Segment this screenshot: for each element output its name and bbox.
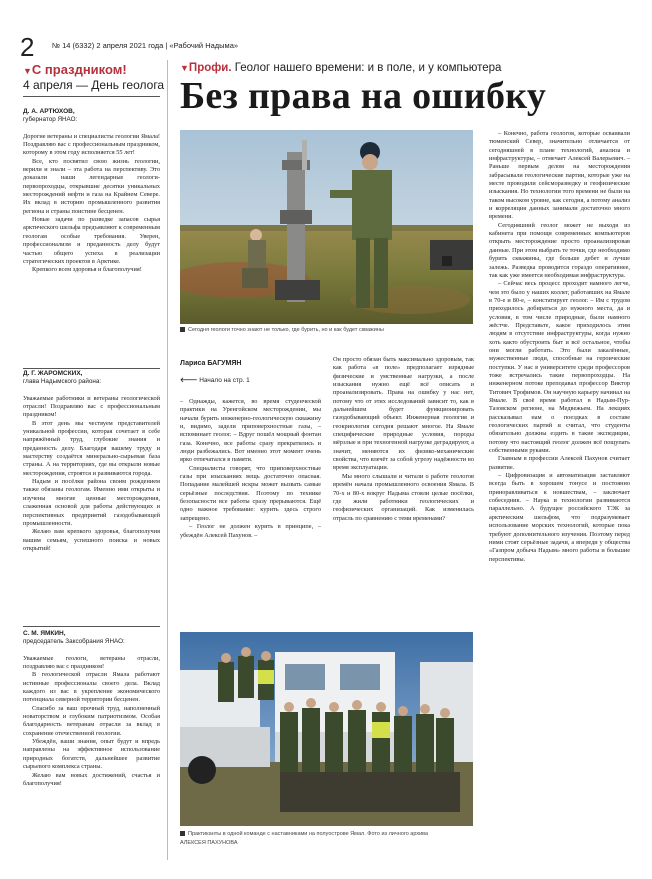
article-paragraph: Сегодняшний геолог может не выходя из кабинета при помощи современных компьютеров открыть месторождение просто проанализировав данные. При этом выбрать те точки, где необходимо бурить скважины, где больше дебет и лучше залежь. Разведка проводится гораздо оперативнее, так как уже имеется необходимая инфраструктура. [489,221,630,279]
caption-square-icon [180,327,185,332]
article-paragraph: – Цифровизация и автоматизация заставляют всегда быть в хорошем тонусе и постоянно приноравливаться к новшествам, – заключает собеседник. – Наука и технологии развиваются параллельно. А будущее российского ТЭК за арктическим шельфом, что подразумевает использование морских технологий, которые пока требуют дополнительного изучения. Поэтому перед ними стоят серьёзные задачи, а впереди у общества «Газпром добыча Надым» много работы и большие перспективы. [489,472,630,563]
greeting-2 [23,370,160,553]
photo-team-image [180,632,473,826]
article-paragraph: Мы много слышали и читали о работе геологов времён начала промышленного освоения Ямала. В 70-х и 80-х вокруг Надыма стояли целые посёлки, где жили работники геологических и геофизических организаций. Как изменилась отрасль по сравнению с теми временами? [333,472,474,522]
rubric-label: Профи. [188,62,232,74]
photo2-caption [180,831,473,837]
article-paragraph: – Однажды, кажется, во время студенческой практики на Уренгойском месторождении, мы начали бурить инженерно-геологическую скважину и, видимо, задели приповерхностные газы, – вспоминает геолог. – Вдруг пошёл мощный фонтан газа. Конечно, все работы сразу прекратились и люди разбежались. Вот именно этот момент очень ярко отпечатался в памяти. [180,398,321,464]
caption-square-icon [180,831,185,836]
photo1-caption-text: Сегодня геологи точно знают не только, где бурить, но и как будет скважины [188,327,384,333]
article-column-1 [180,398,321,540]
article-paragraph: – Геолог не должен курить в принципе, – убеждён Алексей Пахунов. – [180,523,321,539]
sidebar-kicker-text: С праздником! [31,62,127,77]
masthead: № 14 (6332) 2 апреля 2021 года | «Рабочий Надыма» [52,41,239,50]
greeting-paragraph: Дорогие ветераны и специалисты геологии Ямала! Поздравляю вас с профессиональным праздником, которому в этом году исполняется 55 лет! [23,132,160,157]
article-rubric [180,62,501,74]
photo-drilling-tundra [180,130,473,324]
article-paragraph: Специалисты говорят, что приповерхностные газы при изысканиях вещь достаточно опасная. Попадание малейшей искры может вызвать самые серьёзные последствия. Поэтому по технике безопасности все работы сразу прерываются. Ещё одно важное требование: курить здесь строго запрещено. [180,464,321,522]
greeting-paragraph: Крепкого всем здоровья и благополучия! [32,266,142,274]
greeting-paragraph: Желаю вам крепкого здоровья, благополучия вашим семьям, успешного поиска и новых открытий! [23,528,160,552]
greeting-paragraph: Уважаемые работники и ветераны геологической отрасли! Поздравляю вас с профессиональным праздником! [23,394,160,419]
triangle-marker-icon: ▼ [23,66,32,76]
triangle-marker-icon: ▼ [180,63,189,73]
greeting-paragraph: Желаю вам новых достижений, счастья и благополучия! [23,771,160,787]
greeting-paragraph: В этот день мы чествуем представителей уникальной профессии, которая сочетает в себе напряжённый труд, глубокие знания и преданность делу. Благодаря вашему труду и мастерству создаётся минерально-сырьевая база страны. А на территориях, где вы открыли новые месторождения, строятся и развиваются города. [23,419,160,477]
arrow-left-icon: 🡐 [180,377,198,384]
photo2-credit: АЛЕКСЕЯ ПАХУНОВА [180,840,238,846]
sidebar-subtitle: 4 апреля — День геолога [23,78,165,92]
greeting-paragraph: Надым и посёлки района своим рождением также обязаны геологам. Именно ими открыты и изучены многие ценные месторождения, слаженная основой для работы действующих и перспективных предприятий газодобывающей промышленности. [23,478,160,527]
continued-from [180,376,250,384]
continued-from-text: Начало на стр. 1 [199,377,250,384]
article-paragraph: – Сейчас весь процесс проходит намного легче, чем это было у наших коллег, работавших на Ямале в 70-е и 80-е, – констатирует геолог. – Им с трудом приходилось добираться до нужного места, да и условия, в том числе природные, были намного жёстче. Представьте, какое приходилось этим людям в отсутствие инфраструктуры, когда нужно хоть както обустроить быт и всё остальное, чтобы они могли работать. Это были закалённые, мужественные люди, способные на героические поступки. У нас в университете среди профессоров тоже встречались такие первопроходцы. На инженерном потоке преподавал профессор Виктор Титович Трофимов. Он научную карьеру начинал на Ямале. В своё время работал в Надым-Пур-Тазовском регионе, на Медвежьем. На лекциях рассказывал нам о поездках в составе геологических партий и считал, что студенты обязательно должны ездить в такие экспедиции, потому что настоящий геолог должен всё пощупать собственными руками. [489,280,630,455]
article-paragraph: Главным в профессии Алексей Пахунов считает развитие. [489,455,630,471]
rubric-text: Геолог нашего времени: и в поле, и у компьютера [234,62,502,74]
photo-team-trucks [180,632,473,826]
photo2-caption-text: Практиканты в одной команде с наставниками на полуострове Ямал. Фото из личного архива [188,831,429,837]
greeting-3 [23,630,160,788]
sidebar-divider [23,368,160,369]
article-paragraph: – Конечно, работа геологов, которые осваивали тюменский Север, значительно отличается от сегодняшней в плане технологий, анализа и инфраструктуры, – отмечает Алексей Валерьевич. – Раньше первым делом на месторождения забрасывали геологические партии, которые уже на месте проводили сейсморазведку и геофизические изыскания. Но технологии того времени не были на таком высоком уровне, как сегодня, а потому анализ и корреляция данных занимали достаточно много времени. [489,130,630,221]
greeting-paragraph: В геологической отрасли Ямала работают истинные профессионалы своего дела. Вклад каждого из вас в укрепление экономического потенциала северной территории бесценен. [23,671,160,704]
article-byline: Лариса БАГУМЯН [180,360,242,367]
article-column-2 [333,356,474,523]
greeting-paragraph: Убеждён, ваши знания, опыт будут и впредь направлены на эффективное использование природных богатств, дальнейшее развитие сырьевого комплекса страны. [23,738,160,771]
greeting-role: глава Надымского района: [23,378,102,386]
greeting-paragraph: Уважаемые геологи, ветераны отрасли, поздравляю вас с праздником! [23,654,160,671]
greeting-paragraph: Новые задачи по разведке запасов сырья арктического шельфа предъявляют к современным геологам особые требования. Уверен, профессионализм и преданность делу будут частью общего успеха в реализации стратегических проектов в Арктике. [23,216,160,265]
article-column-3 [489,130,630,564]
column-divider [167,60,168,860]
greeting-author: Д. Г. ЖАРОМСКИХ, [23,370,83,377]
greeting-paragraph: Спасибо за ваш прочный труд, наполненный новаторством и глубоким патриотизмом. Особая благодарность ветеранам отрасли за вклад в сохранение отечественной геологии. [23,704,160,737]
greeting-author: Д. А. АРТЮХОВ, [23,108,75,115]
page-number: 2 [20,32,35,62]
greeting-author: С. М. ЯМКИН, [23,630,66,637]
sidebar-kicker [23,62,127,77]
greeting-role: председатель Заксобрания ЯНАО: [23,638,125,646]
greeting-role: губернатор ЯНАО: [23,116,78,124]
photo1-caption [180,327,473,333]
photo-drilling-image [180,130,473,324]
sidebar-divider [23,96,160,97]
article-paragraph: Он просто обязан быть максимально здоровым, так как работа «в поле» предполагает изрядные физические и умственные нагрузки, а после изыскания нужно ещё всё описать и проанализировать. Права на ошибку у нас нет, потому что от этих исследований зависит то, как в дальнейшем будет функционировать газодобывающий объект. Инженерная геология и геокриология сегодня решают многое. На Ямале специфические природные условия, породы мёрзлые и при техногенной нагрузке деградируют, а значит, меняются их физико-механические свойства, что влечёт за собой угрозу надёжности во время эксплуатации. [333,356,474,472]
article-headline: Без права на ошибку [180,75,547,117]
greeting-1 [23,108,160,275]
sidebar-divider [23,626,160,627]
greeting-paragraph: Все, кто посвятил свою жизнь геологии, верили и знали – эта работа на перспективу. Это доказали наши легендарные геологи-первопроходцы, открывшие десятки уникальных месторождений нефти и газа на Крайнем Севере. Их вклад в историю промышленного развития региона и страны поистине бесценен. [23,157,160,215]
